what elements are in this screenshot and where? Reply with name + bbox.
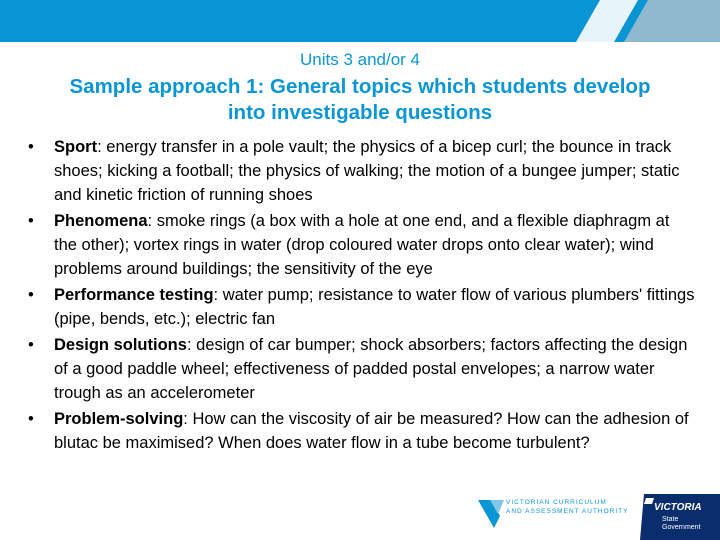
bullet-icon: • [28,286,34,304]
header-band [0,0,720,42]
topic-term: Problem-solving [54,410,184,428]
list-item [24,407,696,455]
topic-term: Design solutions [54,336,187,354]
list-item [24,135,696,207]
footer [0,488,720,540]
victoria-logo-text: VICTORIA [654,502,702,513]
bullet-icon: • [28,212,34,230]
list-item [24,209,696,281]
topic-text: : water pump; resistance to water flow of various plumbers' fittings (pipe, bends, etc.); electric fan [54,286,695,328]
topic-text: : How can the viscosity of air be measured? How can the adhesion of blutac be maximised? When does water flow in a tube become turbulent? [54,410,689,452]
victoria-logo-subtext: State Government [662,516,701,531]
bullet-icon: • [28,410,34,428]
vcaa-logo-text: VICTORIAN CURRICULUM AND ASSESSMENT AUTHORITY [506,499,629,515]
topic-list [24,135,696,457]
list-item [24,283,696,331]
topic-text: : smoke rings (a box with a hole at one end, and a flexible diaphragm at the other); vortex rings in water (drop coloured water drops onto clear water); wind problems around buildings; the sensitivity of the eye [54,212,670,278]
topic-term: Phenomena [54,212,148,230]
bullet-icon: • [28,138,34,156]
topic-term: Sport [54,138,98,156]
bullet-icon: • [28,336,34,354]
topic-text: : energy transfer in a pole vault; the physics of a bicep curl; the bounce in track shoes; kicking a football; the physics of walking; the motion of a bungee jumper; static and kinetic friction of running shoes [54,138,680,204]
header-stripes-icon [0,0,720,42]
topic-term: Performance testing [54,286,214,304]
slide-title: Sample approach 1: General topics which students develop into investigable questions [69,75,651,124]
list-item [24,333,696,405]
topic-text: : design of car bumper; shock absorbers; factors affecting the design of a good paddle wheel; effectiveness of padded postal envelopes; a narrow water trough as an accelerometer [54,336,688,402]
slide-subtitle: Units 3 and/or 4 [299,50,420,69]
